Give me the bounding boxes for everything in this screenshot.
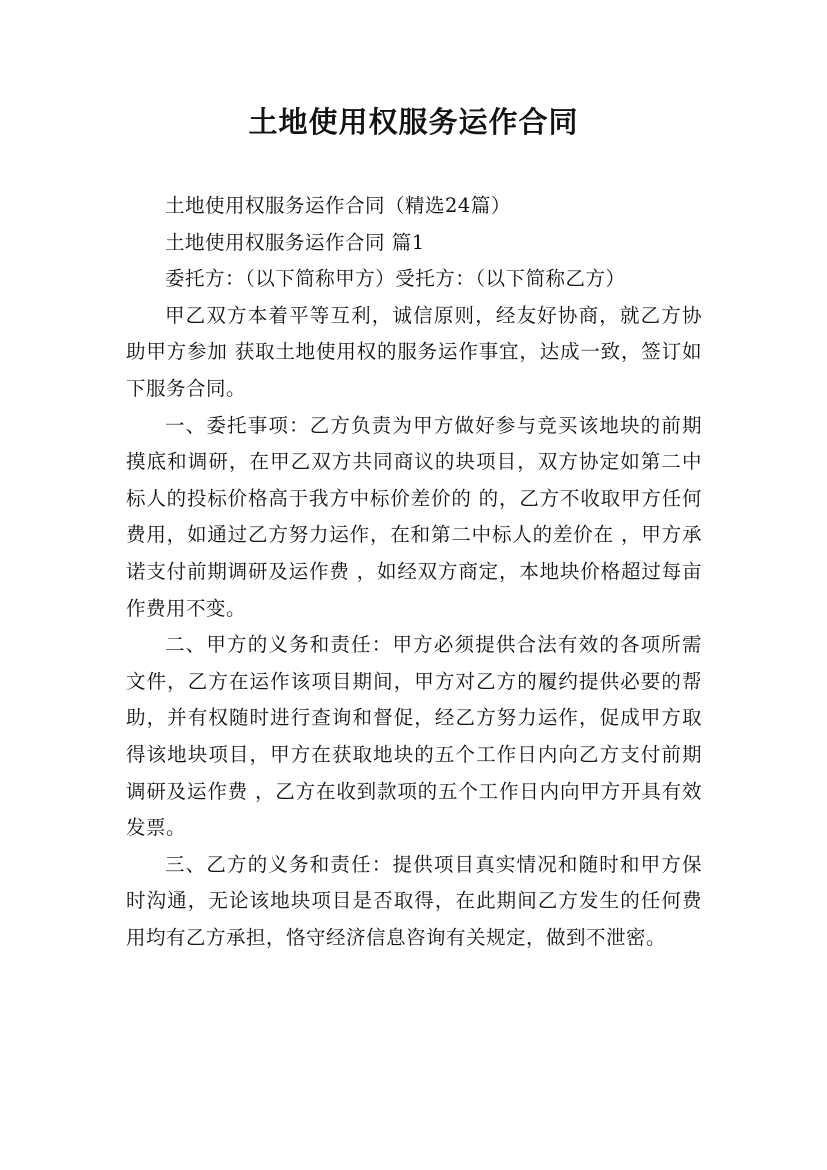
paragraph-subtitle: 土地使用权服务运作合同（精选24篇） xyxy=(165,194,511,217)
paragraph-clause-1: 一、委托事项：乙方负责为甲方做好参与竞买该地块的前期摸底和调研，在甲乙双方共同商议的块项目，双方协定如第二中标人的投标价格高于我方中标价差价的 的，乙方不收取甲方任何费用，如通过乙方努力运作，在和第二中标人的差价在 ，甲方承诺支付前期调研及运作费 ，如经双方商定，本地块价格超过每亩作费用不变。 xyxy=(126,413,702,620)
paragraph-section-heading: 土地使用权服务运作合同 篇1 xyxy=(165,230,425,254)
paragraph-clause-2: 二、甲方的义务和责任：甲方必须提供合法有效的各项所需文件，乙方在运作该项目期间，甲方对乙方的履约提供必要的帮助，并有权随时进行查询和督促，经乙方努力运作，促成甲方取得该地块项目，甲方在获取地块的五个工作日内向乙方支付前期调研及运作费 ，乙方在收到款项的五个工作日内向甲方开具有效发票。 xyxy=(126,633,702,840)
paragraph-preamble: 甲乙双方本着平等互利，诚信原则，经友好协商，就乙方协助甲方参加 获取土地使用权的服务运作事宜，达成一致，签订如下服务合同。 xyxy=(126,303,702,400)
document-title: 土地使用权服务运作合同 xyxy=(248,105,579,139)
paragraph-parties: 委托方：（以下简称甲方）受托方：（以下简称乙方） xyxy=(165,267,626,291)
document-body xyxy=(126,188,702,956)
paragraph-clause-3: 三、乙方的义务和责任：提供项目真实情况和随时和甲方保时沟通，无论该地块项目是否取得，在此期间乙方发生的任何费用均有乙方承担，恪守经济信息咨询有关规定，做到不泄密。 xyxy=(126,852,702,949)
